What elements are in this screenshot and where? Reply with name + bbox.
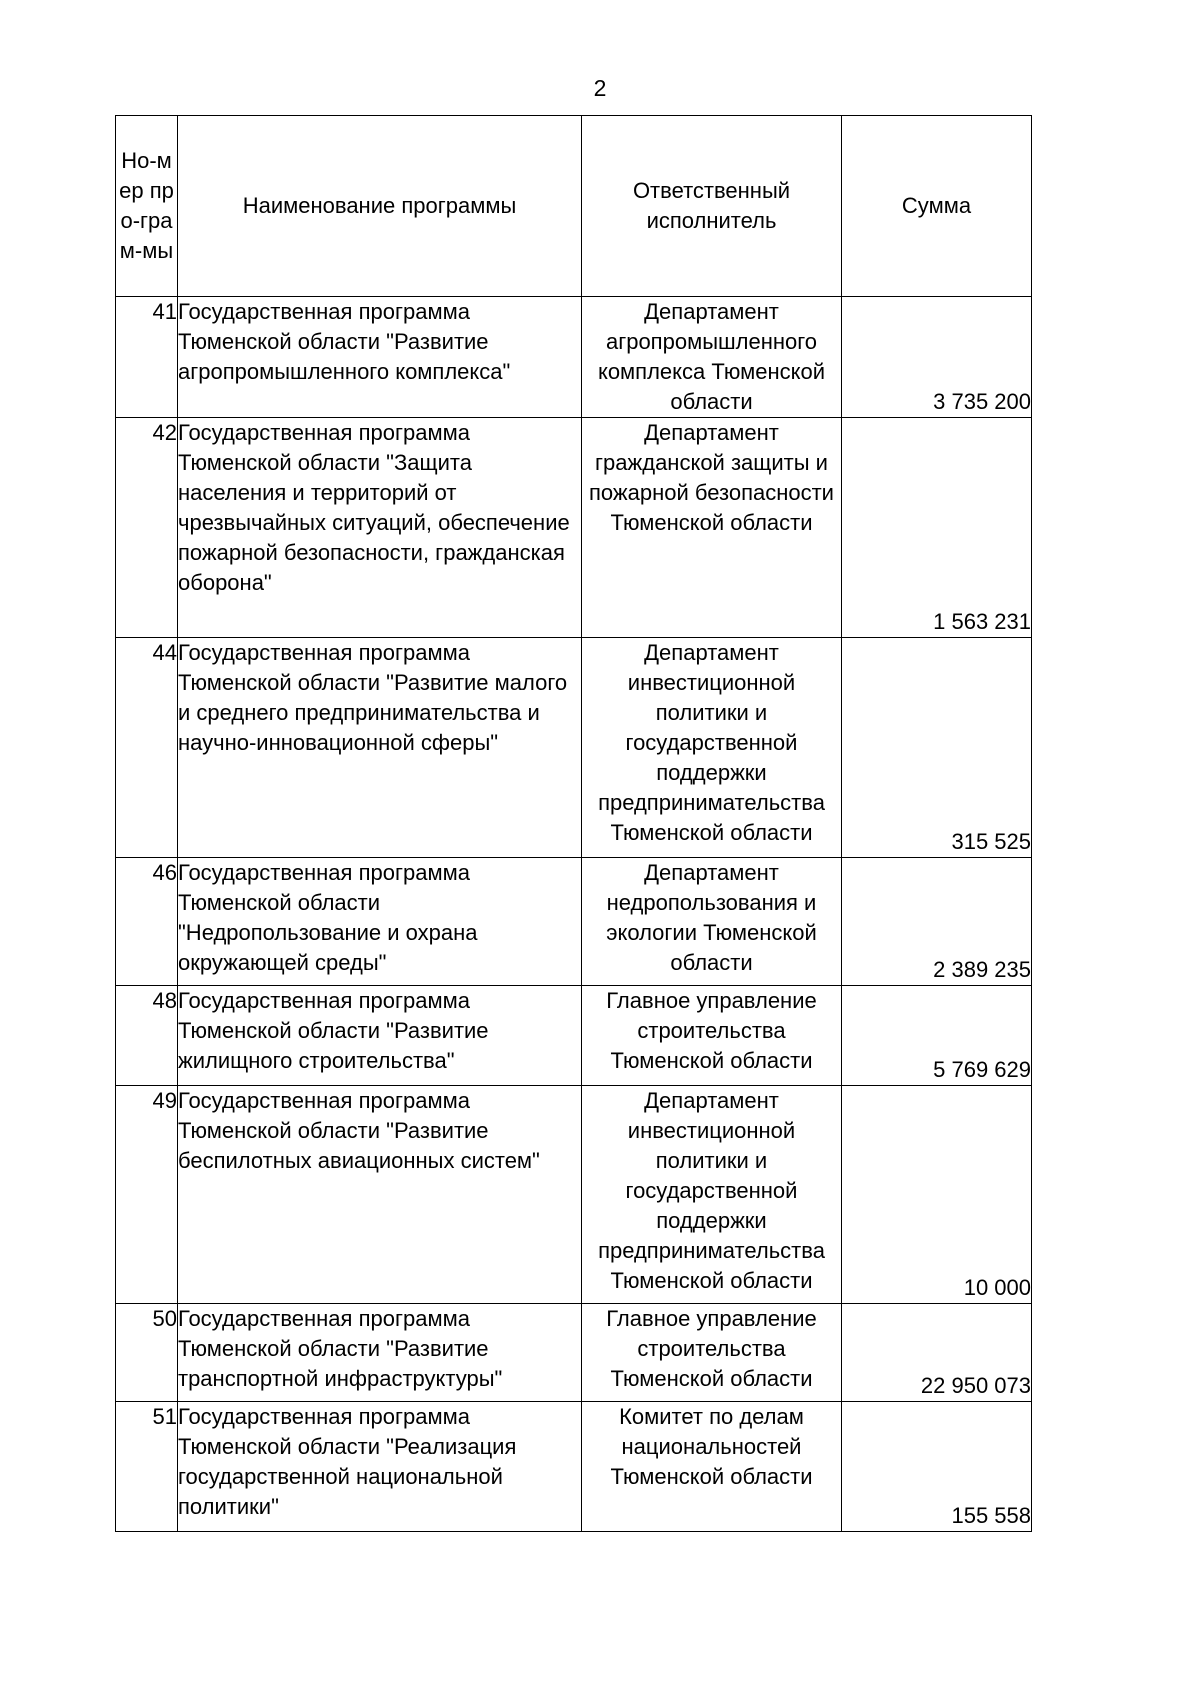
- row-executor: Департамент гражданской защиты и пожарной безопасности Тюменской области: [582, 418, 842, 638]
- row-program-name: Государственная программа Тюменской области "Развитие агропромышленного комплекса": [178, 297, 582, 418]
- header-responsible-executor: Ответственный исполнитель: [582, 116, 842, 297]
- table-row: [116, 858, 1032, 986]
- table-row: [116, 1402, 1032, 1532]
- page-number: 2: [593, 75, 607, 101]
- row-number: 50: [116, 1304, 178, 1402]
- table-header-row: [116, 116, 1032, 297]
- row-program-name: Государственная программа Тюменской области "Развитие малого и среднего предпринимательства и научно-инновационной сферы": [178, 638, 582, 858]
- row-program-name: Государственная программа Тюменской области "Недропользование и охрана окружающей среды": [178, 858, 582, 986]
- table-row: [116, 986, 1032, 1086]
- row-sum: 22 950 073: [842, 1304, 1032, 1402]
- header-program-name: Наименование программы: [178, 116, 582, 297]
- row-executor: Департамент инвестиционной политики и государственной поддержки предпринимательства Тюменской области: [582, 638, 842, 858]
- table-row: [116, 297, 1032, 418]
- row-executor: Главное управление строительства Тюменской области: [582, 986, 842, 1086]
- table-row: [116, 1086, 1032, 1304]
- table-row: [116, 1304, 1032, 1402]
- row-sum: 155 558: [842, 1402, 1032, 1532]
- row-number: 49: [116, 1086, 178, 1304]
- table-row: [116, 638, 1032, 858]
- row-executor: Комитет по делам национальностей Тюменской области: [582, 1402, 842, 1532]
- row-number: 51: [116, 1402, 178, 1532]
- row-program-name: Государственная программа Тюменской области "Развитие жилищного строительства": [178, 986, 582, 1086]
- row-number: 41: [116, 297, 178, 418]
- row-sum: 2 389 235: [842, 858, 1032, 986]
- row-number: 46: [116, 858, 178, 986]
- header-sum: Сумма: [842, 116, 1032, 297]
- row-sum: 3 735 200: [842, 297, 1032, 418]
- row-number: 44: [116, 638, 178, 858]
- row-executor: Департамент агропромышленного комплекса Тюменской области: [582, 297, 842, 418]
- row-executor: Департамент инвестиционной политики и государственной поддержки предпринимательства Тюменской области: [582, 1086, 842, 1304]
- row-sum: 1 563 231: [842, 418, 1032, 638]
- table-row: [116, 418, 1032, 638]
- row-executor: Главное управление строительства Тюменской области: [582, 1304, 842, 1402]
- row-sum: 5 769 629: [842, 986, 1032, 1086]
- row-number: 42: [116, 418, 178, 638]
- row-executor: Департамент недропользования и экологии Тюменской области: [582, 858, 842, 986]
- row-number: 48: [116, 986, 178, 1086]
- row-program-name: Государственная программа Тюменской области "Развитие транспортной инфраструктуры": [178, 1304, 582, 1402]
- row-sum: 10 000: [842, 1086, 1032, 1304]
- row-program-name: Государственная программа Тюменской области "Реализация государственной национальной политики": [178, 1402, 582, 1532]
- row-program-name: Государственная программа Тюменской области "Защита населения и территорий от чрезвычайных ситуаций, обеспечение пожарной безопасности, гражданская оборона": [178, 418, 582, 638]
- row-program-name: Государственная программа Тюменской области "Развитие беспилотных авиационных систем": [178, 1086, 582, 1304]
- header-program-number: Но-мер про-грам-мы: [116, 116, 178, 297]
- programs-table: [115, 115, 1032, 1532]
- row-sum: 315 525: [842, 638, 1032, 858]
